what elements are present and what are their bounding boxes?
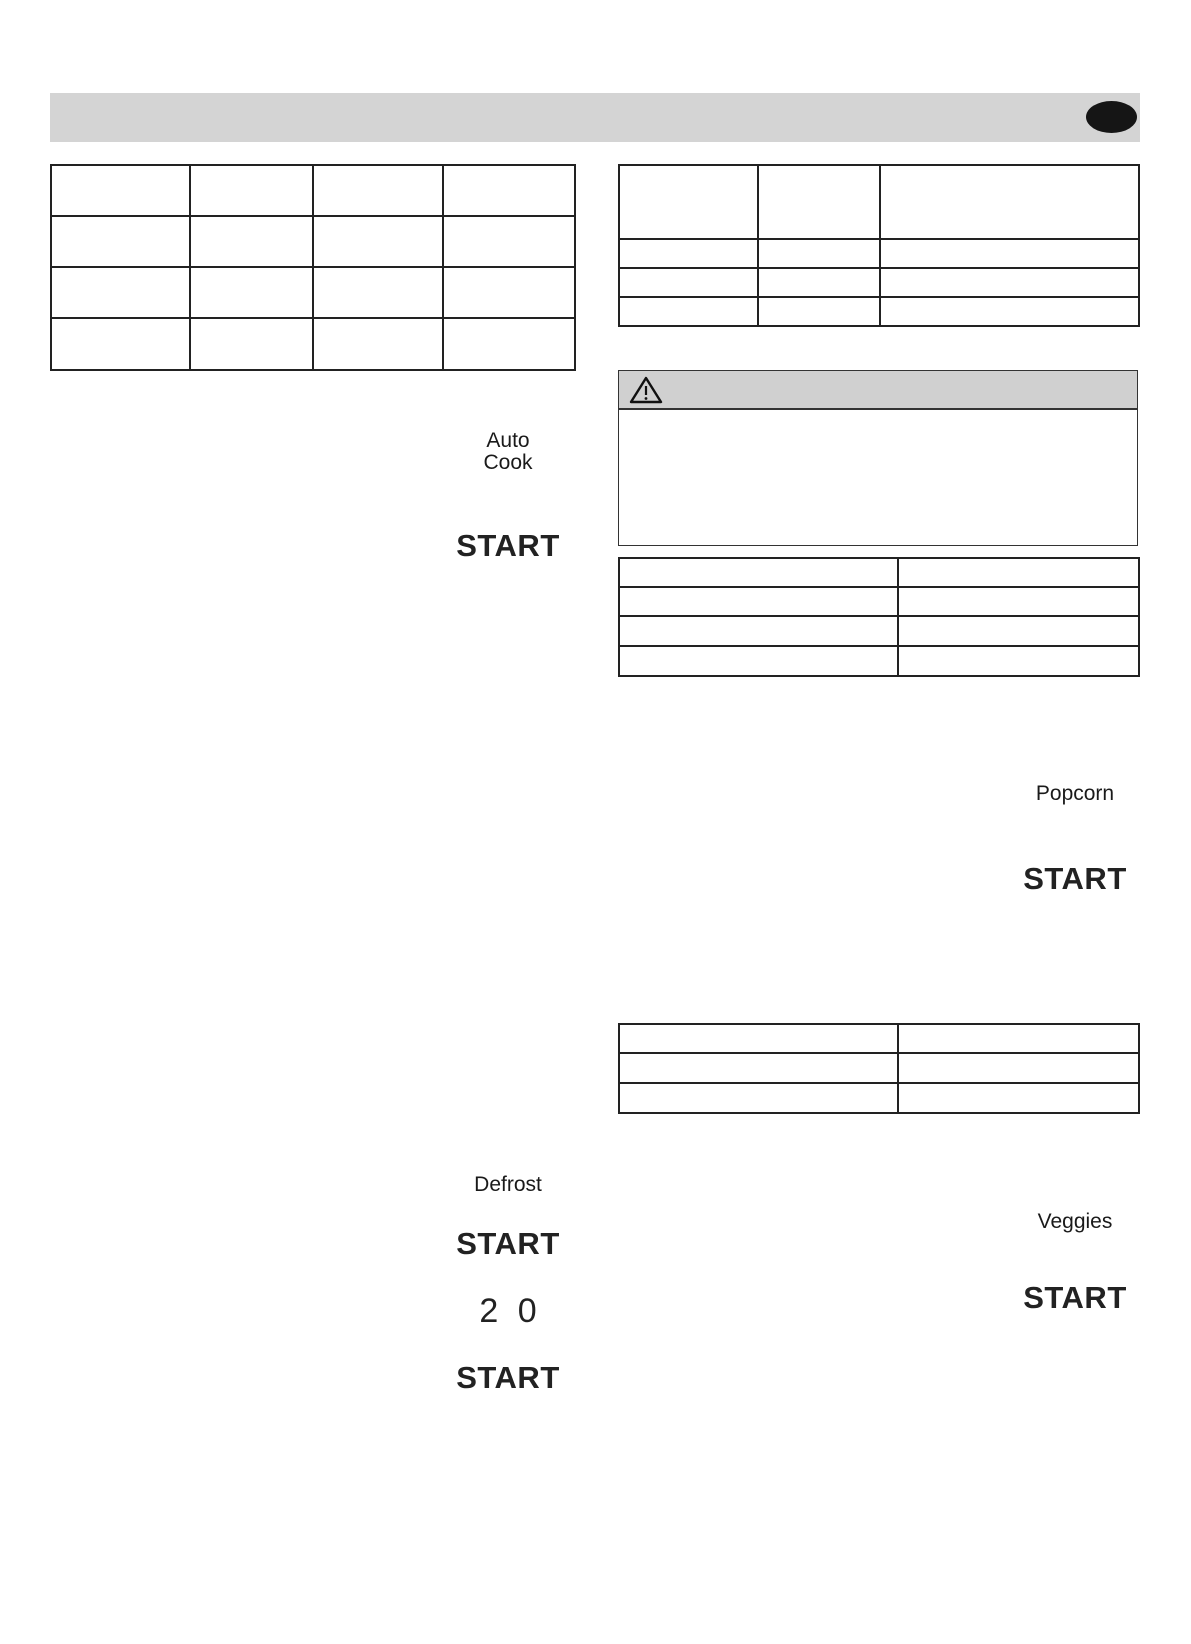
table-row bbox=[619, 297, 1139, 326]
table-row bbox=[619, 1083, 1139, 1113]
start-key: START bbox=[1023, 1280, 1127, 1315]
right-top-table bbox=[618, 164, 1140, 327]
language-badge bbox=[1086, 101, 1137, 133]
warning-box bbox=[618, 370, 1138, 546]
veggies-key: Veggies bbox=[1037, 1210, 1113, 1233]
table-row bbox=[51, 267, 575, 318]
table-row bbox=[619, 1053, 1139, 1083]
defrost-key: Defrost bbox=[474, 1173, 542, 1196]
table-row bbox=[619, 268, 1139, 297]
start-key: START bbox=[456, 1226, 560, 1261]
number-keys: 2 0 bbox=[479, 1292, 537, 1330]
table-row bbox=[619, 1024, 1139, 1053]
table-row bbox=[619, 646, 1139, 676]
table-row bbox=[619, 165, 1139, 239]
start-key: START bbox=[1023, 861, 1127, 896]
left-table bbox=[50, 164, 576, 371]
table-row bbox=[619, 239, 1139, 268]
table-row bbox=[619, 616, 1139, 646]
right-bottom-table bbox=[618, 1023, 1140, 1114]
popcorn-key: Popcorn bbox=[1035, 782, 1115, 805]
right-middle-table bbox=[618, 557, 1140, 677]
table-row bbox=[51, 165, 575, 216]
start-key: START bbox=[456, 528, 560, 563]
table-row bbox=[51, 318, 575, 370]
section-header-bar bbox=[50, 93, 1140, 142]
table-row bbox=[51, 216, 575, 267]
table-row bbox=[619, 587, 1139, 616]
auto-cook-key: Auto Cook bbox=[483, 429, 533, 474]
start-key: START bbox=[456, 1360, 560, 1395]
warning-triangle-icon bbox=[629, 376, 663, 404]
table-row bbox=[619, 558, 1139, 587]
warning-header bbox=[619, 371, 1137, 410]
